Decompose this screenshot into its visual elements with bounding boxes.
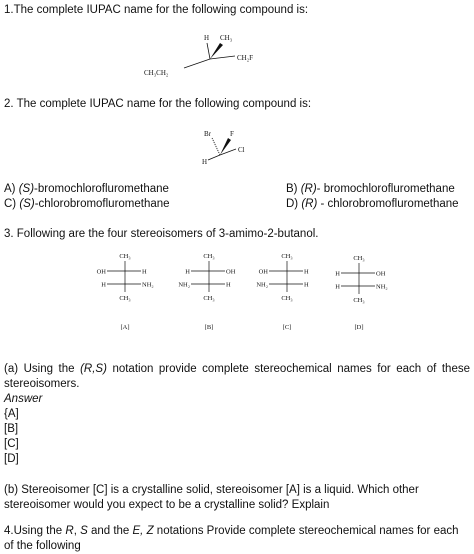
part-b-text: (b) Stereoisomer [C] is a crystalline solid, stereoisomer [A] is a liquid. Which other stereoisomer would you expect to be a crystalline solid? Explain [4, 484, 419, 511]
svg-text:H: H [335, 283, 340, 291]
br-label: Br [204, 130, 211, 138]
label-a: [A] [120, 324, 130, 331]
compound-2-structure [190, 128, 270, 174]
option-d: D) (R) - chlorobromofluromethane [286, 198, 459, 210]
ch3-label: CH₃ [220, 34, 233, 42]
svg-text:CH₃: CH₃ [281, 295, 293, 302]
svg-text:H: H [335, 270, 340, 278]
question-1-text: 1.The complete IUPAC name for the following compound is: [4, 4, 309, 16]
svg-text:H: H [142, 268, 147, 276]
question-4-text: 4.Using the R, S and the E, Z notations Provide complete stereochemical names for each of the following [4, 525, 459, 552]
svg-text:H: H [304, 281, 309, 289]
ethyl-label: CH₃CH₂ [144, 69, 169, 77]
fischer-d [335, 255, 387, 331]
svg-text:OH: OH [376, 270, 386, 278]
svg-text:NH₂: NH₂ [376, 283, 388, 291]
option-c: C) (S)-chlorobromofluromethane [4, 198, 170, 210]
svg-text:H: H [304, 268, 309, 276]
question-3-text: 3. Following are the four stereoisomers of 3-amimo-2-butanol. [4, 228, 319, 240]
svg-text:CH₃: CH₃ [353, 255, 365, 262]
answer-b: [B] [4, 423, 19, 435]
svg-text:CH₃: CH₃ [119, 295, 131, 302]
f-label: F [230, 130, 234, 138]
svg-text:NH₂: NH₂ [178, 281, 190, 289]
svg-text:CH₃: CH₃ [203, 295, 215, 302]
svg-text:CH₃: CH₃ [281, 253, 293, 260]
svg-text:NH₂: NH₂ [256, 281, 268, 289]
answer-d: [D] [4, 453, 19, 465]
svg-text:CH₃: CH₃ [353, 297, 365, 304]
h-label: H [202, 158, 208, 166]
label-b: [B] [204, 324, 214, 331]
compound-1-structure [140, 28, 300, 78]
svg-text:H: H [101, 281, 106, 289]
question-2-text: 2. The complete IUPAC name for the following compound is: [4, 98, 312, 110]
fischer-projections [0, 250, 474, 334]
svg-text:OH: OH [258, 268, 268, 276]
answer-label: Answer [4, 393, 43, 405]
svg-text:CH₃: CH₃ [119, 253, 131, 260]
label-d: [D] [354, 324, 364, 331]
answer-c: [C] [4, 438, 19, 450]
fischer-a [97, 253, 154, 331]
svg-text:OH: OH [96, 268, 106, 276]
answer-a: {A] [4, 408, 19, 420]
fischer-c [256, 253, 309, 331]
part-a-text: (a) Using the (R,S) notation provide complete stereochemical names for each of these stereoisomers. [4, 363, 470, 390]
svg-text:NH₂: NH₂ [142, 281, 154, 289]
label-c: [C] [282, 324, 292, 331]
svg-text:H: H [226, 281, 231, 289]
ch2f-label: CH₂F [237, 54, 254, 62]
option-a: A) (S)-bromochlorofluromethane [4, 183, 169, 195]
svg-text:CH₃: CH₃ [203, 253, 215, 260]
h-label: H [204, 34, 210, 42]
option-b: B) (R)- bromochlorofluromethane [286, 183, 455, 195]
cl-label: Cl [238, 146, 245, 154]
svg-text:OH: OH [226, 268, 236, 276]
svg-text:H: H [185, 268, 190, 276]
fischer-b [178, 253, 235, 331]
